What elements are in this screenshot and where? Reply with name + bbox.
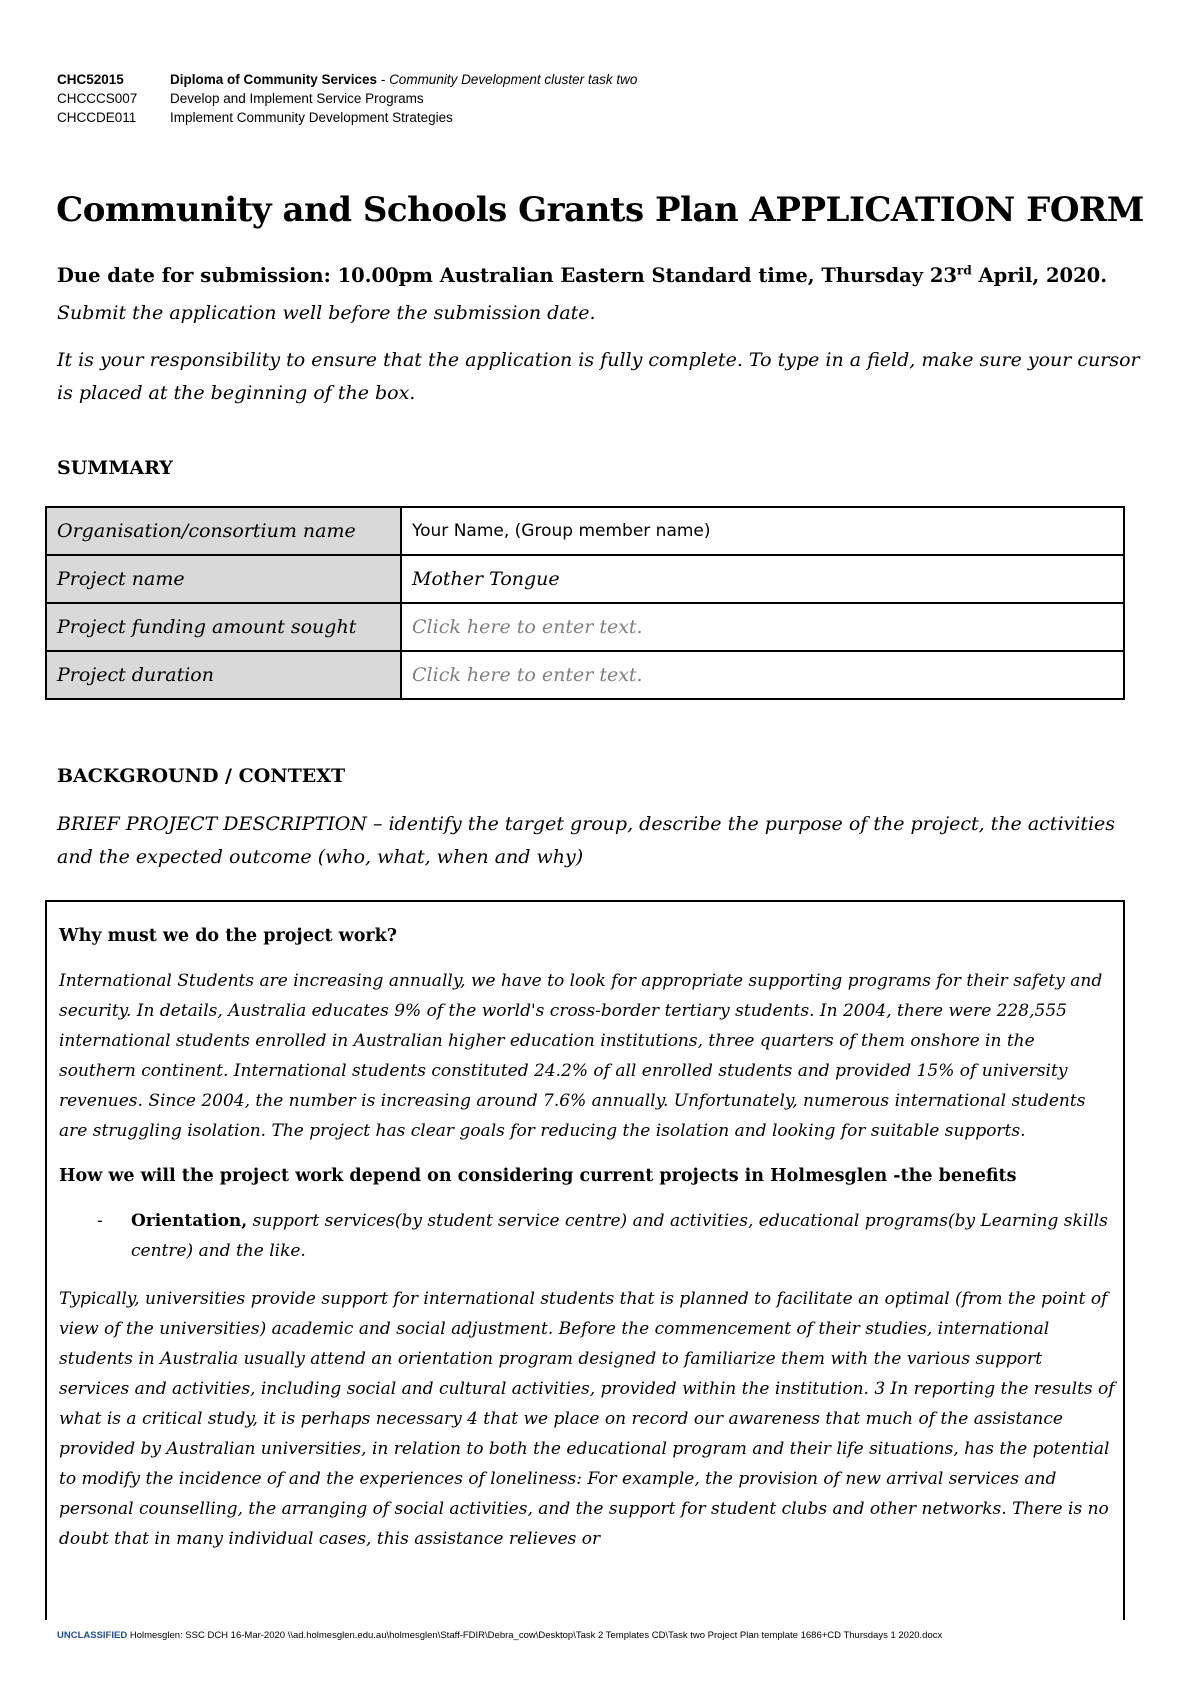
form-title: Community and Schools Grants Plan APPLICATION FORM xyxy=(56,190,1144,230)
field-label: Project name xyxy=(46,555,401,603)
question-heading-2: How we will the project work depend on considering current projects in Holmesglen -the benefits xyxy=(59,1166,1017,1186)
project-description-box[interactable] xyxy=(45,900,1125,1620)
bullet-text: support services(by student service centre) and activities, educational programs(by Learning skills centre) and the like. xyxy=(131,1211,1108,1261)
unit-subtitle: Community Development cluster task two xyxy=(389,72,638,87)
table-row xyxy=(46,603,1124,651)
funding-amount-field[interactable]: Click here to enter text. xyxy=(401,603,1124,651)
description-paragraph-2: Typically, universities provide support for international students that is planned to facilitate an optimal (from the point of view of the universities) academic and social adjustment. Before the commencement of their studies, international students in Australia usually attend an orientation program designed to familiarize them with the various support services and activities, including social and cultural activities, provided within the institution. 3 In reporting the results of what is a critical study, it is perhaps necessary 4 that we place on record our awareness that much of the assistance provided by Australian universities, in relation to both the educational program and their life situations, has the potential to modify the incidence of and the experiences of loneliness: For example, the provision of new arrival services and personal counselling, the arranging of social activities, and the support for student clubs and other networks. There is no doubt that in many individual cases, this assistance relieves or xyxy=(59,1289,1115,1549)
brief-description-instructions: BRIEF PROJECT DESCRIPTION – identify the target group, describe the purpose of the project, the activities and the expected outcome (who, what, when and why) xyxy=(57,813,1116,868)
bullet-dash: - xyxy=(97,1211,103,1231)
table-row xyxy=(46,651,1124,699)
bullet-bold-text: Orientation, xyxy=(131,1211,248,1231)
table-row xyxy=(46,555,1124,603)
unit-title: Develop and Implement Service Programs xyxy=(170,91,424,106)
unit-code: CHCCCS007 xyxy=(57,91,138,106)
header-line-1 xyxy=(57,70,637,89)
unit-code: CHCCDE011 xyxy=(57,110,137,125)
list-item xyxy=(59,1206,1115,1266)
classification-label: UNCLASSIFIED xyxy=(57,1630,128,1641)
project-description-content xyxy=(59,924,1115,1554)
question-heading-1: Why must we do the project work? xyxy=(59,926,397,946)
intro-paragraph-2: It is your responsibility to ensure that the application is fully complete. To type in a field, make sure your cursor is placed at the beginning of the box. xyxy=(57,349,1140,404)
footer-path: Holmesglen: SSC DCH 16-Mar-2020 \\ad.holmesglen.edu.au\holmesglen\Staff-FDIR\Debra_cow\Desktop\Task 2 Templates CD\Task two Project Plan template 1686+CD Thursdays 1 2020.docx xyxy=(127,1630,943,1641)
intro-paragraph-1: Submit the application well before the submission date. xyxy=(57,302,596,324)
summary-heading: SUMMARY xyxy=(57,457,173,479)
header-line-2 xyxy=(57,89,637,108)
due-date-text: Due date for submission: 10.00pm Australian Eastern Standard time, Thursday 23 xyxy=(57,264,957,287)
document-header xyxy=(57,70,637,127)
background-heading: BACKGROUND / CONTEXT xyxy=(57,765,346,787)
unit-title: Diploma of Community Services xyxy=(170,72,378,87)
header-separator: - xyxy=(377,72,390,87)
header-line-3 xyxy=(57,108,637,127)
description-paragraph-1: International Students are increasing annually, we have to look for appropriate supporting programs for their safety and security. In details, Australia educates 9% of the world's cross-border tertiary students. In 2004, there were 228,555 international students enrolled in Australian higher education institutions, three quarters of them onshore in the southern continent. International students constituted 24.2% of all enrolled students and provided 15% of university revenues. Since 2004, the number is increasing around 7.6% annually. Unfortunately, numerous international students are struggling isolation. The project has clear goals for reducing the isolation and looking for suitable supports. xyxy=(59,971,1103,1141)
summary-table xyxy=(45,506,1125,700)
project-duration-field[interactable]: Click here to enter text. xyxy=(401,651,1124,699)
table-row xyxy=(46,507,1124,555)
unit-code: CHC52015 xyxy=(57,72,124,87)
project-name-field[interactable]: Mother Tongue xyxy=(401,555,1124,603)
due-date xyxy=(57,264,1107,287)
unit-title: Implement Community Development Strategies xyxy=(170,110,453,125)
due-date-suffix: April, 2020. xyxy=(971,264,1107,287)
organisation-name-field[interactable]: Your Name, (Group member name) xyxy=(401,507,1124,555)
field-label: Project funding amount sought xyxy=(46,603,401,651)
field-label: Project duration xyxy=(46,651,401,699)
field-label: Organisation/consortium name xyxy=(46,507,401,555)
due-date-ordinal: rd xyxy=(957,263,972,278)
document-footer xyxy=(57,1630,942,1641)
